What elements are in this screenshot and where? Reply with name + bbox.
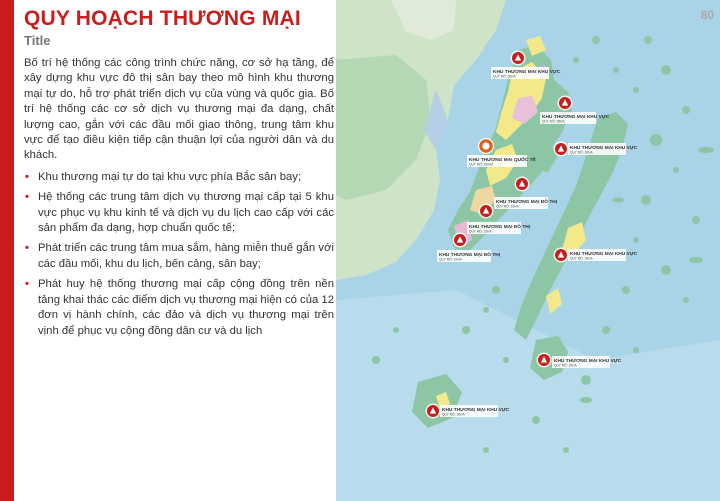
svg-text:QUY MÔ: 10HA: QUY MÔ: 10HA bbox=[496, 204, 519, 209]
bullet-item bbox=[24, 190, 334, 236]
svg-text:QUY MÔ: 30HA: QUY MÔ: 30HA bbox=[442, 412, 465, 417]
bullet-list bbox=[24, 170, 334, 339]
page-number: 80 bbox=[700, 8, 714, 22]
bullet-text: Hệ thống các trung tâm dịch vụ thương mại cấp tại 5 khu vực phục vụ khu kinh tế và dịch vụ du lịch cao cấp với các sản phẩm đa dạng, hợp chuẩn quốc tế; bbox=[38, 191, 334, 235]
bullet-dot-icon: • bbox=[25, 191, 29, 204]
bullet-dot-icon: • bbox=[25, 242, 29, 255]
svg-text:QUY MÔ: 10HA: QUY MÔ: 10HA bbox=[469, 229, 492, 234]
svg-text:KHU THƯƠNG MẠI ĐÔ THỊ: KHU THƯƠNG MẠI ĐÔ THỊ bbox=[496, 200, 558, 205]
marker-khu-thuong-mai-khu-vuc[interactable] bbox=[426, 404, 510, 419]
planning-map bbox=[336, 0, 720, 501]
svg-text:KHU THƯƠNG MẠI QUỐC TẾ: KHU THƯƠNG MẠI QUỐC TẾ bbox=[469, 158, 536, 163]
bullet-text: Phát triển các trung tâm mua sắm, hàng miễn thuế gắn với các đầu mối, khu du lịch, bến cảng, sân bay; bbox=[38, 242, 334, 270]
svg-text:KHU THƯƠNG MẠI KHU VỰC: KHU THƯƠNG MẠI KHU VỰC bbox=[570, 146, 638, 151]
marker-khu-thuong-mai-khu-vuc[interactable] bbox=[554, 248, 638, 263]
bullet-item bbox=[24, 241, 334, 272]
svg-text:KHU THƯƠNG MẠI KHU VỰC: KHU THƯƠNG MẠI KHU VỰC bbox=[570, 252, 638, 257]
bullet-item bbox=[24, 170, 334, 185]
svg-text:KHU THƯƠNG MẠI KHU VỰC: KHU THƯƠNG MẠI KHU VỰC bbox=[493, 70, 561, 75]
bullet-dot-icon: • bbox=[25, 170, 29, 183]
page-subtitle: Title bbox=[24, 33, 51, 48]
svg-text:QUY MÔ: 35HA: QUY MÔ: 35HA bbox=[542, 119, 565, 124]
intro-paragraph: Bố trí hệ thống các công trình chức năng, cơ sở hạ tầng, để xây dựng khu vực đô thị sân bay theo mô hình khu thương mại tự do, hỗ trợ phát triển dịch vụ của vùng và quốc gia. Bố trí hệ thống các cơ sở dịch vụ thương mại đa dạng, chất lượng cao, gắn với các đầu mối giao thông, trung tâm khu vực để tạo điều kiện tiếp cận thuận lợi của người dân và du khách. bbox=[24, 57, 334, 162]
text-panel bbox=[24, 6, 334, 496]
bullet-text: Khu thương mại tự do tại khu vực phía Bắc sân bay; bbox=[38, 170, 302, 183]
svg-text:QUY MÔ: 10HA: QUY MÔ: 10HA bbox=[439, 257, 462, 262]
svg-text:QUY MÔ: 200HA: QUY MÔ: 200HA bbox=[469, 162, 494, 167]
svg-text:KHU THƯƠNG MẠI ĐÔ THỊ: KHU THƯƠNG MẠI ĐÔ THỊ bbox=[439, 253, 501, 258]
page-title: QUY HOẠCH THƯƠNG MẠI bbox=[24, 7, 301, 30]
svg-text:KHU THƯƠNG MẠI ĐÔ THỊ: KHU THƯƠNG MẠI ĐÔ THỊ bbox=[469, 225, 531, 230]
bullet-text: Phát huy hệ thống thương mại cấp cộng đồng trên nền tảng khai thác các điểm dịch vụ thương mại hiện có của 12 đơn vị hành chính, các đảo và dịch vụ thương mại trên vịnh để phục vụ cộng đồng dân cư và du lịch bbox=[38, 278, 334, 337]
bullet-item bbox=[24, 277, 334, 339]
svg-text:KHU THƯƠNG MẠI KHU VỰC: KHU THƯƠNG MẠI KHU VỰC bbox=[542, 115, 610, 120]
svg-text:QUY MÔ: 30HA: QUY MÔ: 30HA bbox=[570, 256, 593, 261]
sidebar-accent-bar bbox=[0, 0, 14, 501]
svg-text:QUY MÔ: 30HA: QUY MÔ: 30HA bbox=[554, 363, 577, 368]
svg-text:KHU THƯƠNG MẠI KHU VỰC: KHU THƯƠNG MẠI KHU VỰC bbox=[442, 408, 510, 413]
marker-khu-thuong-mai-khu-vuc[interactable] bbox=[554, 142, 638, 157]
svg-text:QUY MÔ: 30HA: QUY MÔ: 30HA bbox=[570, 150, 593, 155]
svg-text:KHU THƯƠNG MẠI KHU VỰC: KHU THƯƠNG MẠI KHU VỰC bbox=[554, 359, 622, 364]
bullet-dot-icon: • bbox=[25, 278, 29, 291]
map-svg bbox=[336, 0, 720, 501]
svg-text:QUY MÔ: 30HA: QUY MÔ: 30HA bbox=[493, 74, 516, 79]
